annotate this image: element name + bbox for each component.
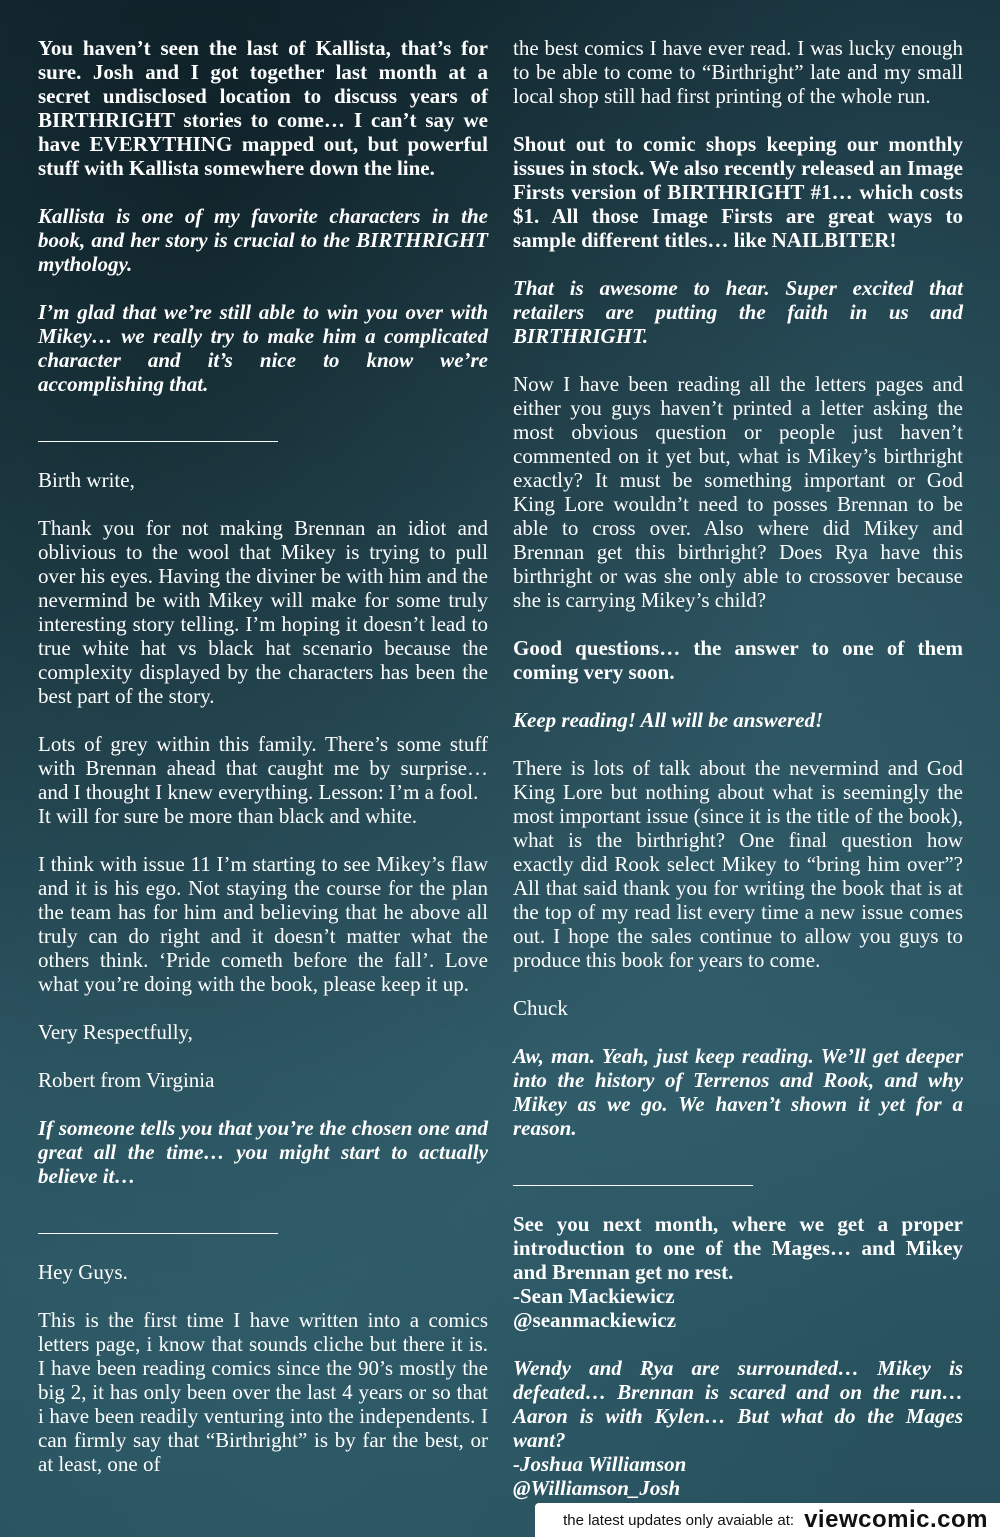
closing-signature-sean: -Sean Mackiewicz	[513, 1284, 675, 1308]
letter-greeting: Hey Guys.	[38, 1260, 128, 1284]
letter-signature: Chuck	[513, 996, 568, 1020]
editor-reply-mikey: I’m glad that we’re still able to win you over with Mikey… we really try to make him a complicated character and it’s nice to know we’re accomplishing that.	[38, 300, 488, 396]
closing-handle-sean: @seanmackiewicz	[513, 1308, 676, 1332]
section-divider	[38, 1212, 488, 1236]
closing-note-sean: See you next month, where we get a proper introduction to one of the Mages… and Mikey and Brennan get no rest.	[513, 1212, 963, 1284]
editor-reply-kallista: You haven’t seen the last of Kallista, that’s for sure. Josh and I got together last month at a secret undisclosed location to discuss years of BIRTHRIGHT stories to come… I can’t say we have EVERYTHING mapped out, but powerful stuff with Kallista somewhere down the line.	[38, 36, 488, 180]
section-divider	[513, 1164, 963, 1188]
editor-reply-chosen-one: If someone tells you that you’re the chosen one and great all the time… you might start to actually believe it…	[38, 1116, 488, 1188]
letter-body: There is lots of talk about the nevermind and God King Lore but nothing about what is seemingly the most important issue (since it is the title of the book), what is the birthright? One final question how exactly did Rook select Mikey to “bring him over”? All that said thank you for writing the book that is at the top of my read list every time a new issue comes out. I hope the sales continue to allow you guys to produce this book for years to come.	[513, 756, 963, 972]
editor-reply-terrenos: Aw, man. Yeah, just keep reading. We’ll get deeper into the history of Terrenos and Rook, and why Mikey as we go. We haven’t shown it yet for a reason.	[513, 1044, 963, 1140]
letter-body: This is the first time I have written into a comics letters page, i know that sounds cliche but there it is. I have been reading comics since the 90’s mostly the big 2, it has only been over the last 4 years or so that i have been readily venturing into the independents. I can firmly say that “Birthright” is by far the best, or at least, one of	[38, 1308, 488, 1476]
right-column	[513, 36, 963, 1524]
letter-body: Now I have been reading all the letters pages and either you guys haven’t printed a letter asking the most obvious question or people just haven’t commented on it yet but, what is Mikey’s birthright exactly? It must be something important or God King Lore wouldn’t need to posses Brennan to be able to cross over. Also where did Mikey and Brennan get this birthright? Does Rya have this birthright or was she only able to crossover because she is carrying Mikey’s child?	[513, 372, 963, 612]
letter-signoff: Very Respectfully,	[38, 1020, 193, 1044]
letter-body-continued: the best comics I have ever read. I was lucky enough to be able to come to “Birthright” late and my small local shop still had first printing of the whole run.	[513, 36, 963, 108]
closing-handle-joshua: @Williamson_Josh	[513, 1476, 681, 1500]
watermark-site-logo[interactable]: viewcomic.com	[804, 1506, 988, 1533]
closing-signature-joshua: -Joshua Williamson	[513, 1452, 687, 1476]
letter-body: Thank you for not making Brennan an idiot and oblivious to the wool that Mikey is trying to pull over his eyes. Having the diviner be with him and the nevermind be with Mikey will make for some truly interesting story telling. I’m hoping it doesn’t lead to true white hat vs black hat scenario because the complexity displayed by the characters has been the best part of the story.	[38, 516, 488, 708]
letter-reply: Lots of grey within this family. There’s some stuff with Brennan ahead that caught me by surprise… and I thought I knew everything. Lesson: I’m a fool.	[38, 732, 488, 804]
editor-reply-keep-reading: Keep reading! All will be answered!	[513, 708, 824, 732]
letter-greeting: Birth write,	[38, 468, 135, 492]
section-divider	[38, 420, 488, 444]
letter-body: I think with issue 11 I’m starting to see Mikey’s flaw and it is his ego. Not staying the course for the plan the team has for him and believing that he above all truly can do right and it doesn’t matter what the others think. ‘Pride cometh before the fall’. Love what you’re doing with the book, please keep it up.	[38, 852, 488, 996]
editor-reply-retailers: That is awesome to hear. Super excited that retailers are putting the faith in us and BIRTHRIGHT.	[513, 276, 963, 348]
editor-reply-kallista-favorite: Kallista is one of my favorite characters in the book, and her story is crucial to the BIRTHRIGHT mythology.	[38, 204, 488, 276]
site-watermark-banner[interactable]	[535, 1503, 1000, 1537]
editor-reply-questions: Good questions… the answer to one of them coming very soon.	[513, 636, 963, 684]
editor-reply-shoutout: Shout out to comic shops keeping our monthly issues in stock. We also recently released an Image Firsts version of BIRTHRIGHT #1… which costs $1. All those Image Firsts are great ways to sample different titles… like NAILBITER!	[513, 132, 963, 252]
letter-signature: Robert from Virginia	[38, 1068, 215, 1092]
letter-reply-continued: It will for sure be more than black and white.	[38, 804, 418, 828]
closing-note-joshua: Wendy and Rya are surrounded… Mikey is defeated… Brennan is scared and on the run… Aaron is with Kylen… But what do the Mages want?	[513, 1356, 963, 1452]
left-column	[38, 36, 488, 1500]
watermark-tagline: the latest updates only avaiable at:	[563, 1511, 795, 1529]
